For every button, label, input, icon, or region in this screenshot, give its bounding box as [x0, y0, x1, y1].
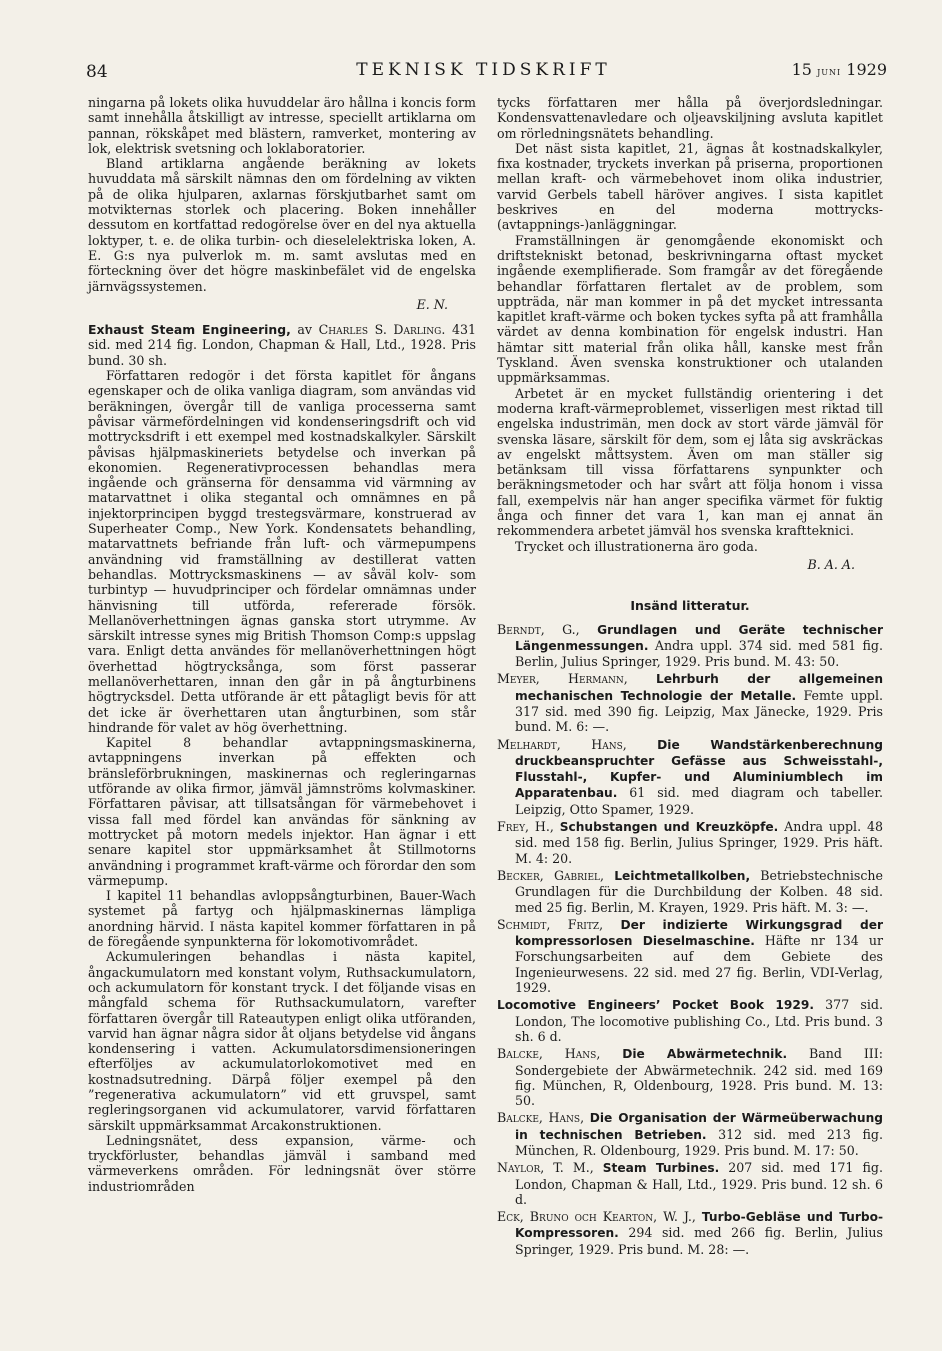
entry-title: Lehrburh der allgemeinen mechanischen Technologie der Metalle.	[515, 672, 883, 703]
date-month: juni	[817, 65, 842, 78]
entry-author: Schmidt, Fritz,	[497, 916, 604, 932]
paragraph: I kapitel 11 behandlas avloppsångturbinen, Bauer-Wach systemet på fartyg och hjälpmaskinernas lämpliga anordning härvid. I nästa kapitel kommer författaren in på de föregående synpunkterna för lokomotivområdet.	[88, 888, 476, 950]
literature-entry	[497, 1110, 883, 1158]
entry-details: 207 sid. med 171 fig. London, Chapman & Hall, Ltd., 1929. Pris bund. 12 sh. 6 d.	[515, 1160, 883, 1207]
right-column	[497, 95, 883, 1259]
paragraph: ningarna på lokets olika huvuddelar äro hållna i koncis form samt innehålla åtskilligt av intresse, speciellt artiklarna om pannan, rökskåpet med blästern, ramverket, montering av lok, elektrisk svetsning och loklaboratorier.	[88, 95, 476, 156]
journal-title: TEKNISK TIDSKRIFT	[356, 60, 611, 80]
left-column	[88, 95, 476, 1194]
entry-details: 312 sid. med 213 fig. München, R. Oldenbourg, 1929. Pris bund. M. 17: 50.	[515, 1126, 883, 1158]
literature-entry	[497, 671, 883, 734]
paragraph: Ackumuleringen behandlas i nästa kapitel, ångackumulatorn med konstant volym, Ruthsackumulatorn, och ackumulatorn för konstant tryck. I det följande visas en mångfald schema för Ruthsackumulatorn, varefter författaren övergår till Rateautypen enligt olika utföranden, varvid han ägnar några sidor åt oljans betydelse vid ångans kondensering i vatten. Ackumulatorsdimensioneringen efterföljes av ackumulatorlokomotivet med en kostnadsutredning. Därpå följer exempel på den ”regenerativa ackumulatorn” vid ett gruvspel, samt regleringsorganen vid ackumulatorer, varvid författaren särskilt uppmärksammat Arcakonstruktionen.	[88, 949, 476, 1133]
page-number: 84	[86, 62, 108, 82]
review-details: 431 sid. med 214 fig. London, Chapman & Hall, Ltd., 1928. Pris bund. 30 sh.	[88, 322, 476, 368]
paragraph: Författaren redogör i det första kapitlet för ångans egenskaper och de olika vanliga diagram, som användas vid beräkningen, övergår till de vanliga processerna samt påvisar värmefördelningen vid kondenseringsdrift och vid mottrycksdrift i ett exempel med kostnadskalkyler. Särskilt påvisas hjälpmaskineriets betydelse och inverkan på ekonomien. Regenerativprocessen behandlas mera ingående och gränserna för densamma vid värmning av matarvattnet i olika stegantal och omnämnes en på injektorprincipen byggd trestegsvärmare, konstruerad av Superheater Comp., New York. Kondensatets behandling, matarvattnets befriande från luft- och värmepumpens användning vid framställning av destillerat vatten behandlas. Mottrycksmaskinens — av såväl kolv- som turbintyp — huvudprinciper och fördelar omnämnas under hänvisning till utförda, refererade försök. Mellanöverhettningen ägnas ganska stort utrymme. Av särskilt intresse synes mig British Thomson Comp:s uppslag vara. Enligt detta användes för mellanöverhettningen högt överhettad högtrycksånga, som först passerar mellanöverhettaren, innan den går in på ångturbinens högtrycksdel. Detta utförande är ett påtagligt bevis för att det icke är överhettaren utan ångturbinen, som står hindrande för valet av hög överhettning.	[88, 368, 476, 735]
paragraph: Arbetet är en mycket fullständig orientering i det moderna kraft-värmeproblemet, visserligen mest riktad till engelska industrimän, men dock av stort värde jämväl för svenska läsare, särskilt för dem, som ej låta sig avskräckas av engelskt måttsystem. Även om man ställer sig betänksam till vissa författarens synpunkter och beräkningsmetoder och har svårt att följa honom i vissa fall, exempelvis när han anger specifika värmet för fuktig ånga och finner det vara 1, kan man ej annat än rekommendera arbetet jämväl hos svenska kraftteknici.	[497, 385, 883, 539]
entry-title: Locomotive Engineers’ Pocket Book 1929.	[497, 998, 814, 1013]
review-book-title: Exhaust Steam Engineering,	[88, 322, 291, 338]
literature-entry	[497, 737, 883, 817]
entry-details: Andra uppl. 374 sid. med 581 fig. Berlin, Julius Springer, 1929. Pris bund. M. 43: 50.	[515, 637, 883, 670]
review-heading	[88, 322, 476, 368]
entry-author: Naylor, T. M.,	[497, 1160, 594, 1176]
entry-details: 377 sid. London, The locomotive publishing Co., Ltd. Pris bund. 3 sh. 6 d.	[515, 997, 883, 1044]
entry-author: Meyer, Hermann,	[497, 671, 628, 687]
literature-entry	[497, 1046, 883, 1108]
literature-entry	[497, 868, 883, 915]
entry-title: Leichtmetallkolben,	[614, 868, 751, 883]
entry-title: Die Wandstärkenberechnung druckbeanspruchter Gefässe aus Schweisstahl-, Flusstahl-, Kupfer- und Aluminiumblech im Apparatenbau.	[515, 737, 883, 801]
literature-entry	[497, 1160, 883, 1207]
entry-author: Eck, Bruno och Kearton, W. J.,	[497, 1209, 696, 1225]
paragraph: tycks författaren mer hålla på överjordsledningar. Kondensvattenavledare och oljeavskiljning avsluta kapitlet om rörledningsnätets behandling.	[497, 95, 883, 141]
entry-details: 294 sid. med 266 fig. Berlin, Julius Springer, 1929. Pris bund. M. 28: —.	[515, 1225, 883, 1257]
entry-title: Die Abwärmetechnik.	[622, 1047, 788, 1062]
literature-entry	[497, 819, 883, 866]
section-title: Insänd litteratur.	[630, 598, 750, 614]
entry-details: Femte uppl. 317 sid. med 390 fig. Leipzig, Max Jänecke, 1929. Pris bund. M. 6: —.	[515, 687, 883, 735]
entry-author: Berndt, G.,	[497, 621, 580, 637]
entry-title: Turbo-Gebläse und Turbo-Kompressoren.	[515, 1210, 884, 1241]
reviewer-signature: B. A. A.	[807, 556, 855, 572]
paragraph: Bland artiklarna angående beräkning av lokets huvuddata må särskilt nämnas den om fördelning av vikten på de olika hjulparen, axlarnas förskjutbarhet samt om motvikternas storlek och placering. Boken innehåller dessutom en kortfattad redogörelse över en del nya aktuella loktyper, t. e. de olika turbin- och dieselelektriska loken, A. E. G:s nya pulverlok m. m. samt avslutas med en förteckning över det högre maskinbefälet vid de engelska järnvägssystemen.	[88, 156, 476, 294]
entry-title: Schubstangen und Kreuzköpfe.	[559, 820, 779, 835]
entry-author: Frey, H.,	[497, 819, 554, 835]
reviewer-signature: E. N.	[416, 296, 448, 312]
issue-date	[792, 60, 887, 79]
literature-entry	[497, 622, 883, 670]
date-day: 15	[791, 60, 812, 79]
date-year: 1929	[846, 60, 887, 79]
entry-author: Balcke, Hans,	[497, 1046, 601, 1062]
literature-entry	[497, 1209, 883, 1257]
paragraph: Det näst sista kapitlet, 21, ägnas åt kostnadskalkyler, fixa kostnader, tryckets inverkan på priserna, proportionen mellan kraft- och värmebehovet inom olika industrier, varvid Gerbels tabell häröver angives. I sista kapitlet beskrives en del moderna mottrycks-(avtappnings-)anläggningar.	[497, 140, 883, 233]
paragraph: Trycket och illustrationerna äro goda.	[515, 538, 758, 554]
entry-title: Steam Turbines.	[602, 1161, 720, 1176]
entry-details: Betriebstechnische Grundlagen für die Durchbildung der Kolben. 48 sid. med 25 fig. Berlin, M. Krayen, 1929. Pris häft. M. 3: —.	[515, 867, 883, 915]
entry-details: Band III: Sondergebiete der Abwärmetechnik. 242 sid. med 169 fig. München, R, Oldenbourg, 1928. Pris bund. M. 13: 50.	[515, 1046, 883, 1109]
entry-title: Die Organisation der Wärmeüberwachung in technischen Betrieben.	[515, 1111, 884, 1142]
literature-entry	[497, 917, 883, 995]
entry-details: 61 sid. med diagram och tabeller. Leipzig, Otto Spamer, 1929.	[515, 785, 883, 817]
entry-details: Häfte nr 134 ur Forschungsarbeiten auf dem Gebiete des Ingenieurwesens. 22 sid. med 27 fig. Berlin, VDI-Verlag, 1929.	[515, 933, 883, 996]
review-by: av	[297, 322, 313, 338]
entry-author: Melhardt, Hans,	[497, 736, 627, 752]
review-author: Charles S. Darling.	[318, 322, 446, 338]
paragraph: Kapitel 8 behandlar avtappningsmaskinerna, avtappningens inverkan på effekten och bränsleförbrukningen, maskinernas och regleringarnas utförande av olika firmor, jämväl jämnströms kolvmaskiner. Författaren påvisar, att tillsatsångan för värmebehovet i vissa fall med fördel kan användas för sänkning av mottrycket på motorn medels injektor. Han ägnar i ett senare kapitel stor uppmärksamhet åt Stillmotorns användning i programmet kraft-värme och förordar den som värmepump.	[88, 735, 476, 888]
entry-details: Andra uppl. 48 sid. med 158 fig. Berlin, Julius Springer, 1929. Pris häft. M. 4: 20.	[515, 819, 883, 866]
entry-title: Der indizierte Wirkungsgrad der kompressorlosen Dieselmaschine.	[515, 917, 883, 949]
entry-author: Balcke, Hans,	[497, 1110, 585, 1126]
entry-title: Grundlagen und Geräte technischer Längenmessungen.	[515, 622, 883, 653]
paragraph: Framställningen är genomgående ekonomiskt och driftstekniskt betonad, beskrivningarna oftast mycket ingående exemplifierade. Som framgår av det föregående behandlar författaren flertalet av de problem, som uppträda, när man kommer in på det mycket intressanta kapitlet kraft-värme och boken tyckes syfta på att framhålla värdet av denna kombination för engelsk industri. Han hämtar sitt material från olika håll, kanske mest från Tyskland. Även svenska konstruktioner och utalanden uppmärksammas.	[497, 232, 883, 386]
page-header	[80, 60, 887, 86]
entry-author: Becker, Gabriel,	[497, 867, 605, 883]
paragraph: Ledningsnätet, dess expansion, värme- och tryckförluster, behandlas jämväl i samband med värmeverkens områden. För ledningsnät över större industriområden	[88, 1132, 476, 1194]
literature-entry	[497, 997, 883, 1044]
